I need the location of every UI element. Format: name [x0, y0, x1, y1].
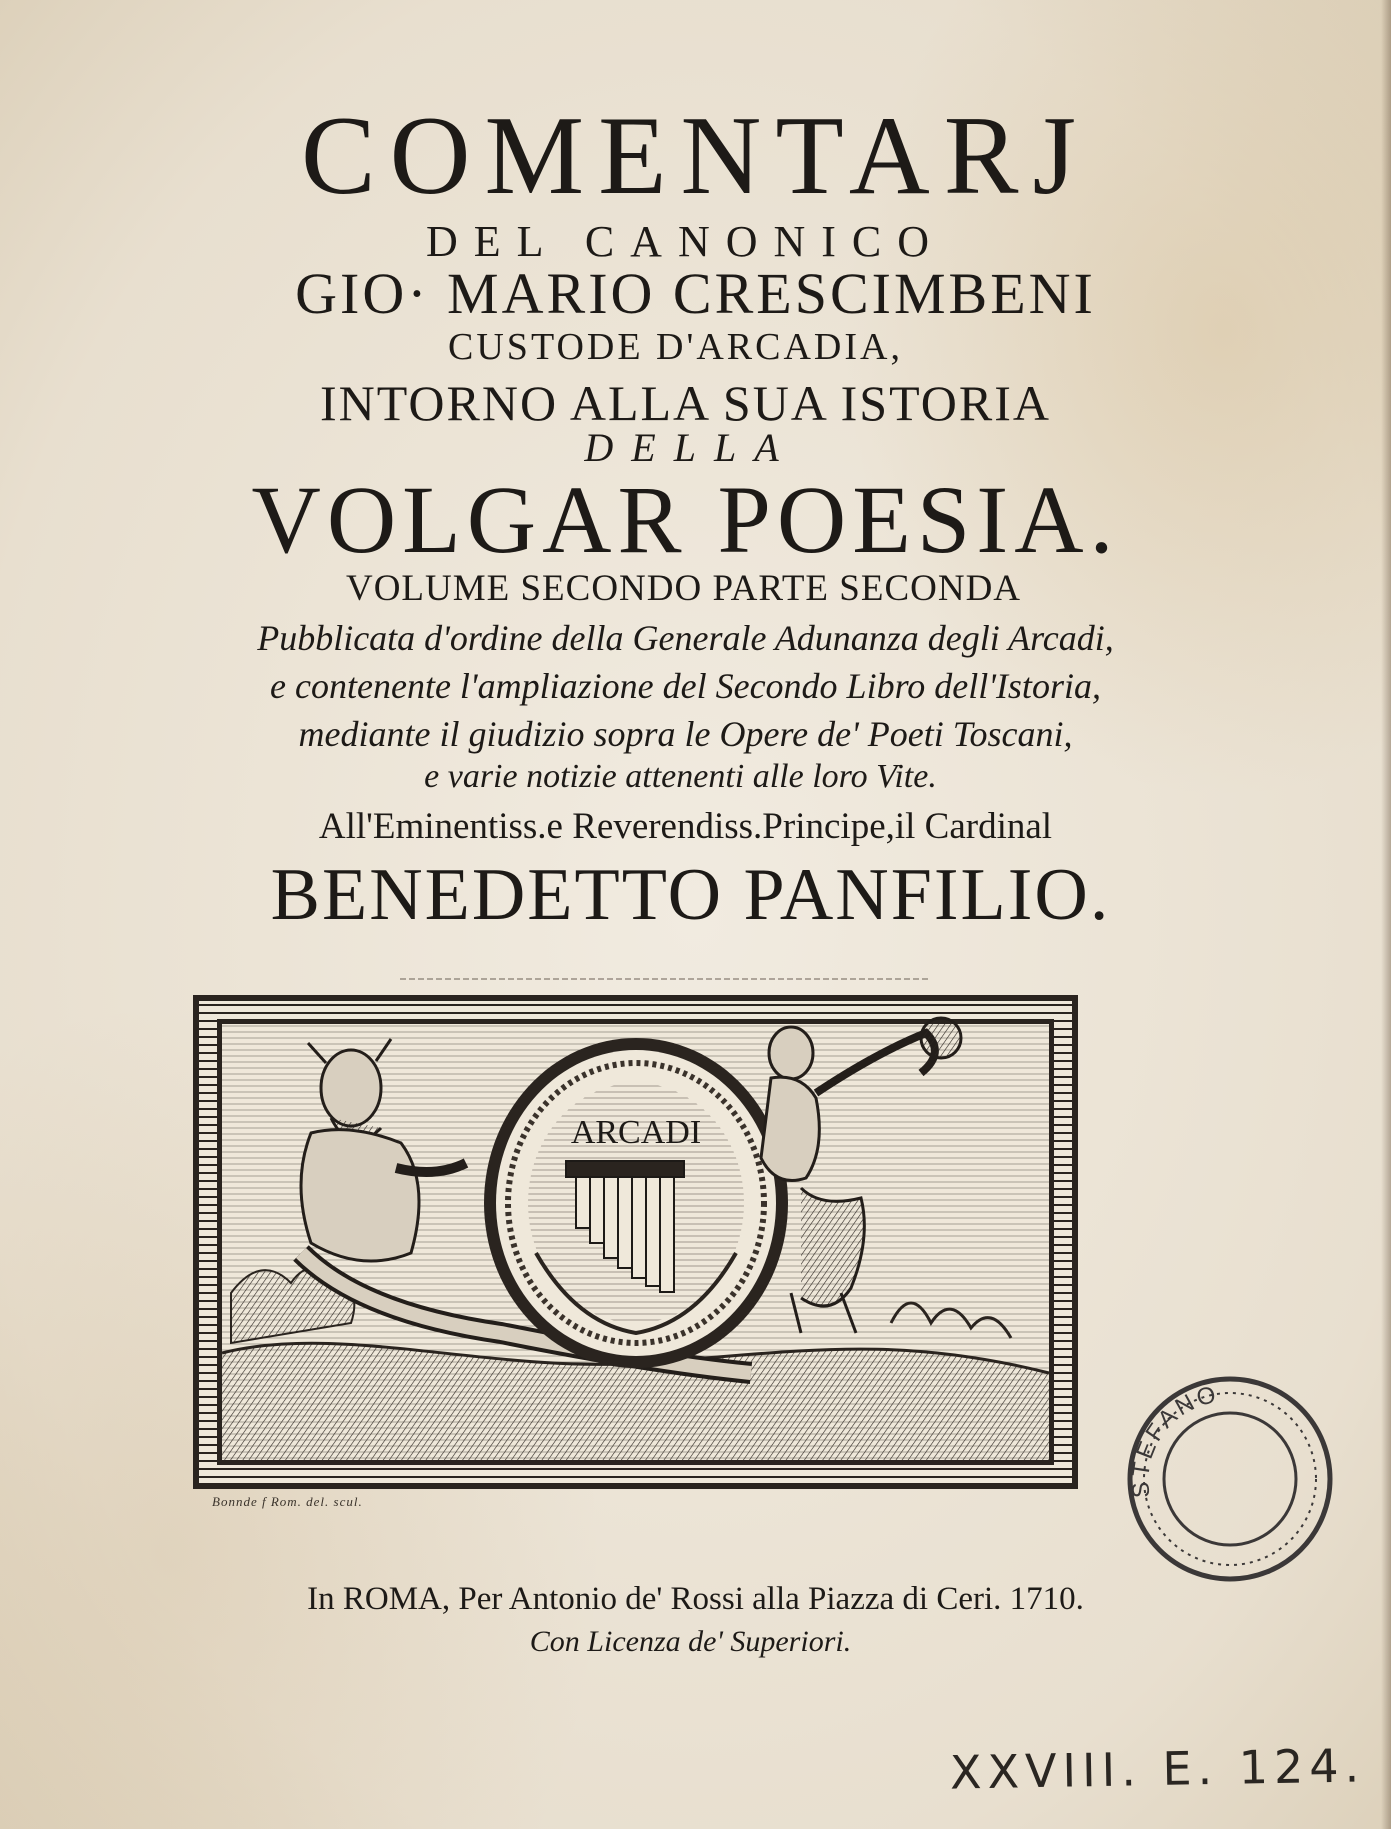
dedication-line: All'Eminentiss.e Reverendiss.Principe,il Cardinal — [318, 806, 1053, 847]
description-line: e varie notizie attenenti alle loro Vite. — [424, 758, 937, 795]
author-role: CUSTODE D'ARCADIA, — [448, 326, 903, 368]
engraving-illustration — [191, 993, 1080, 1491]
dedicatee-name: BENEDETTO PANFILIO. — [270, 854, 1111, 936]
description-line: e contenente l'ampliazione del Secondo Libro dell'Istoria, — [270, 666, 1101, 706]
svg-text:STEFANO — [1127, 1380, 1221, 1499]
description-line: Pubblicata d'ordine della Generale Adunanza degli Arcadi, — [257, 618, 1114, 658]
subtitle-del-canonico: DEL CANONICO — [425, 217, 946, 266]
license-line: Con Licenza de' Superiori. — [529, 1625, 852, 1658]
imprint-line: In ROMA, Per Antonio de' Rossi alla Piazza di Ceri. 1710. — [307, 1581, 1084, 1617]
shelfmark-handwritten: XXVIII. E. 124. — [949, 1738, 1366, 1800]
library-stamp — [1110, 1367, 1338, 1587]
description-line: mediante il giudizio sopra le Opere de' Poeti Toscani, — [298, 714, 1073, 754]
emblem-text: ARCADI — [570, 1114, 702, 1151]
author-name: GIO· MARIO CRESCIMBENI — [295, 261, 1096, 326]
volume-label: VOLUME SECONDO PARTE SECONDA — [345, 568, 1022, 609]
engraver-signature: Bonnde f Rom. del. scul. — [212, 1494, 363, 1509]
main-subject-title: VOLGAR POESIA. — [251, 466, 1120, 573]
book-title: COMENTARJ — [300, 94, 1091, 218]
arcadi-medallion — [484, 1038, 788, 1368]
subtitle-della: DELLA — [584, 425, 797, 470]
divider-rule — [400, 978, 930, 980]
subtitle-intorno: INTORNO ALLA SUA ISTORIA — [320, 375, 1051, 431]
stamp-text: STEFANO — [1126, 1380, 1222, 1499]
